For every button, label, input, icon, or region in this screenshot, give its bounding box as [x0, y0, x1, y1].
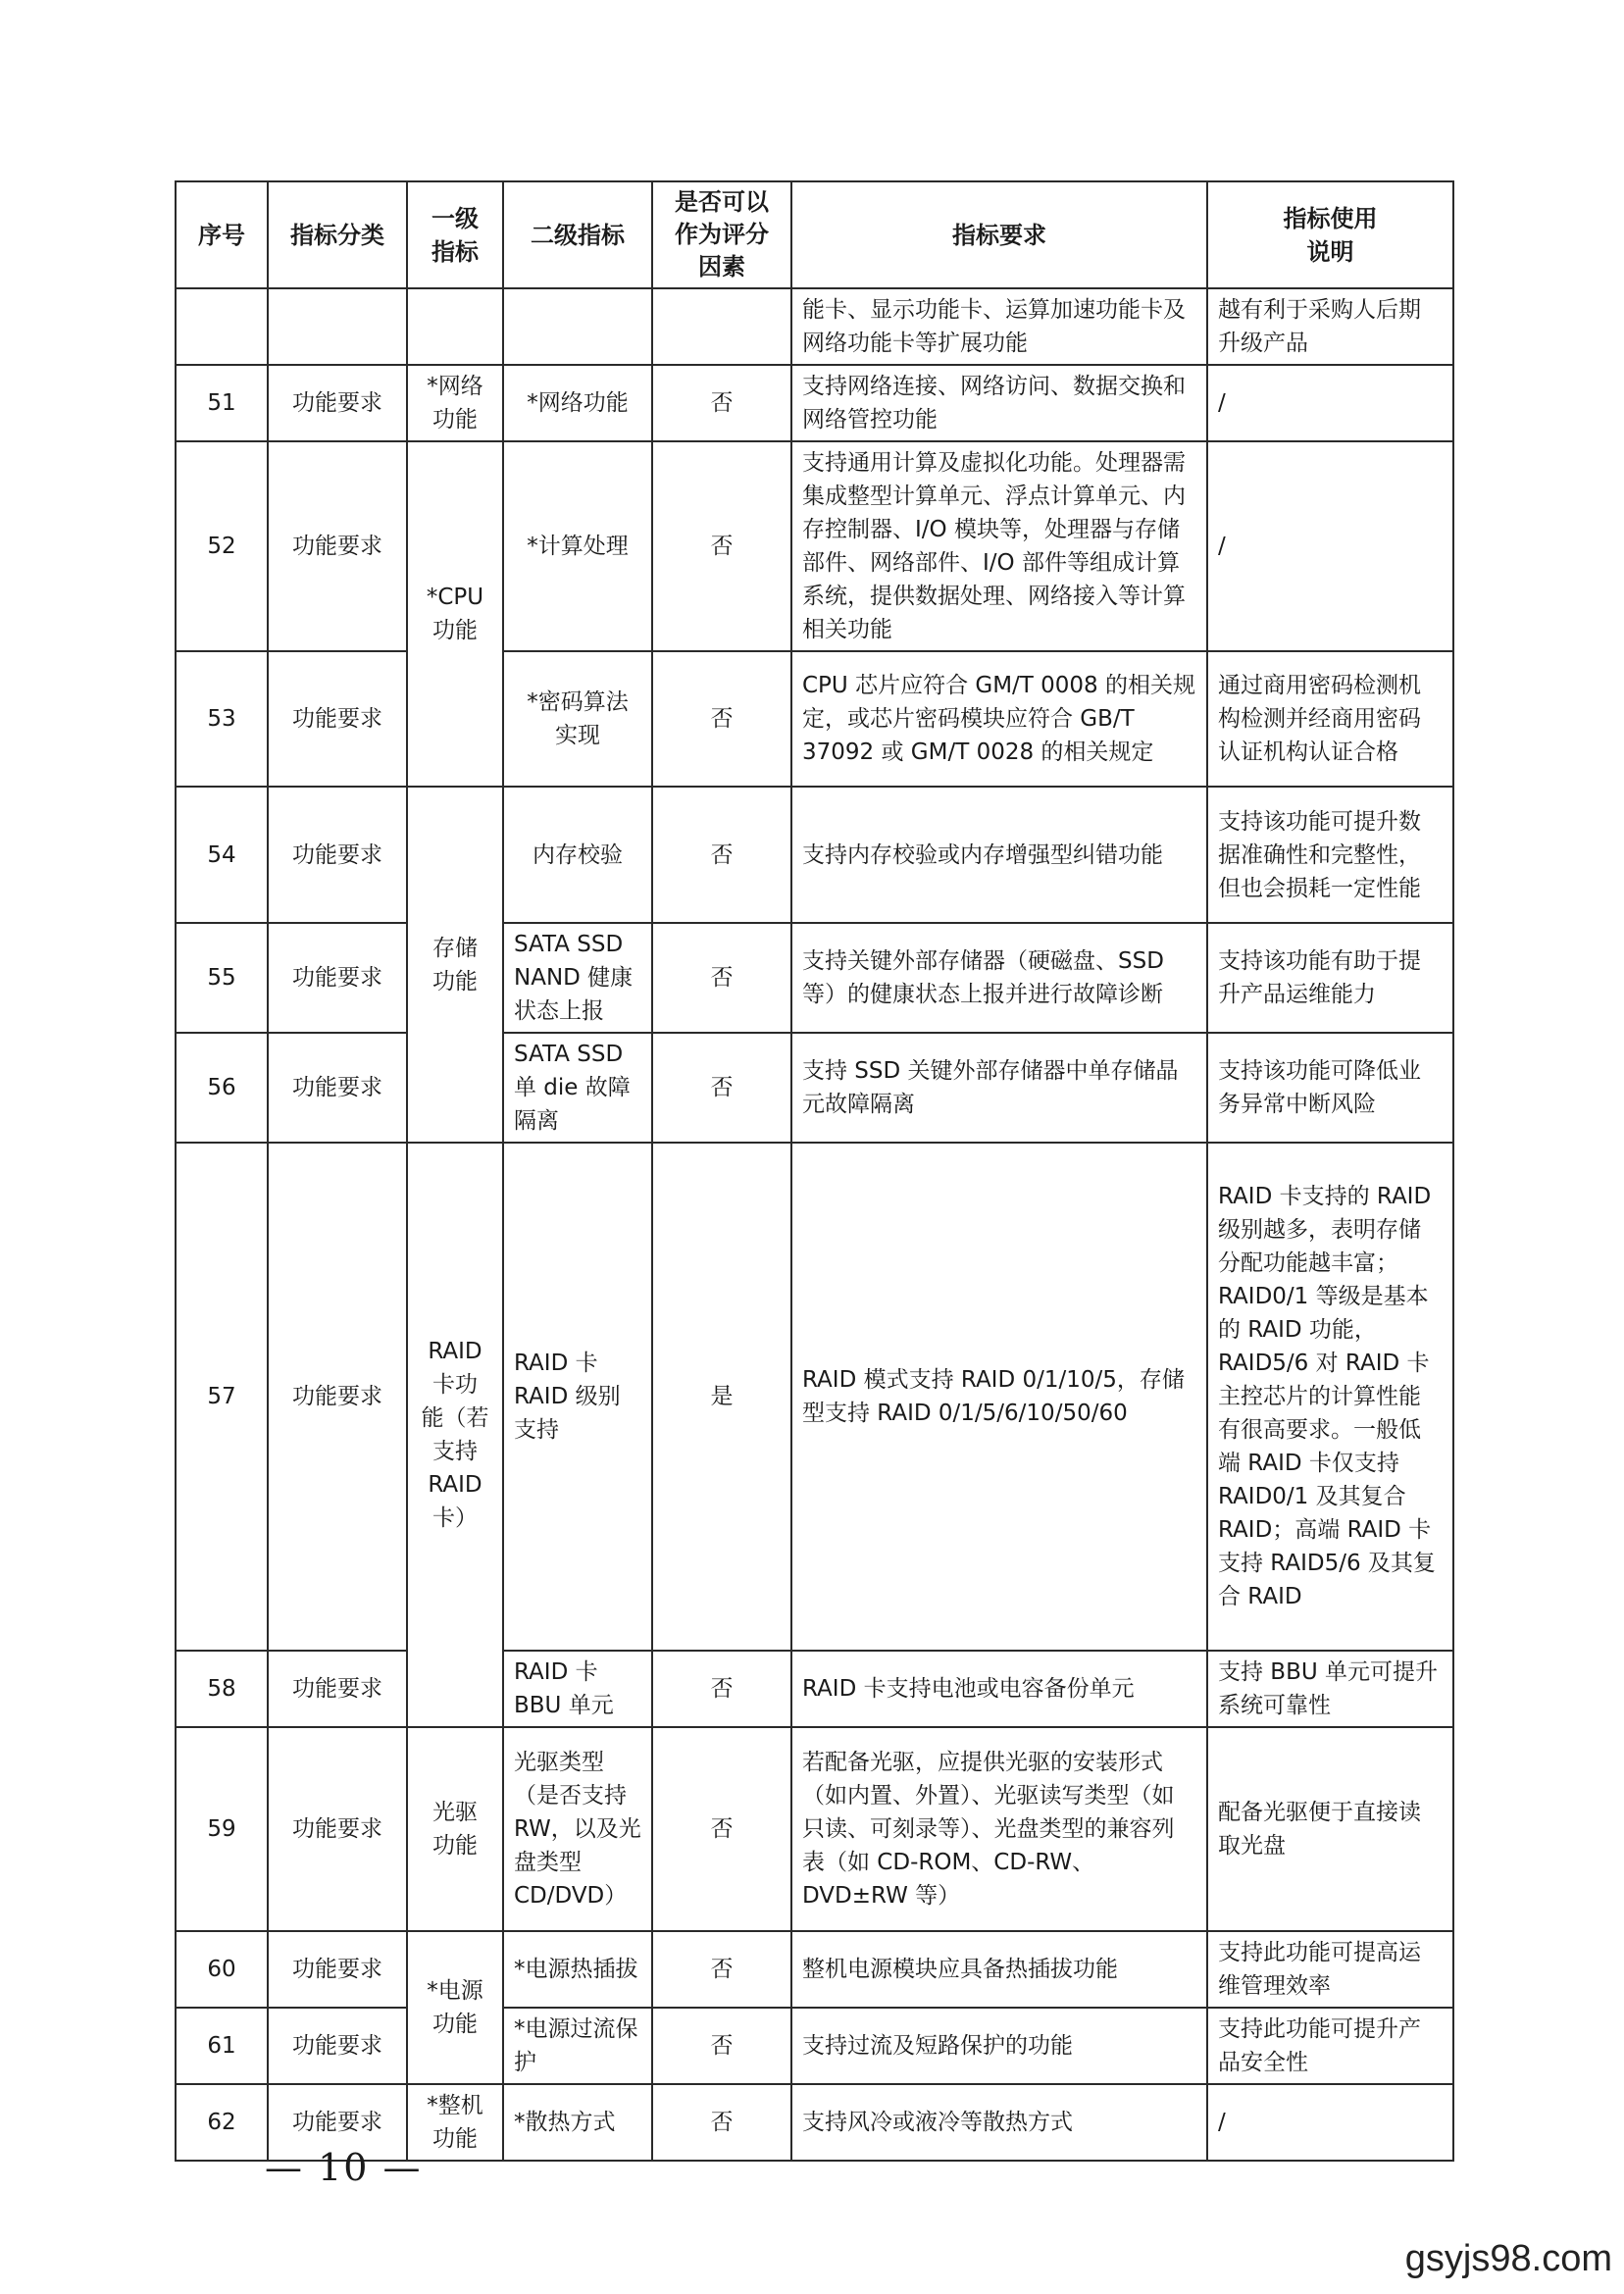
- cell-category: 功能要求: [268, 365, 407, 441]
- cell-seq: 52: [176, 441, 268, 651]
- cell-requirement: 整机电源模块应具备热插拔功能: [791, 1931, 1207, 2008]
- cell-category: 功能要求: [268, 2084, 407, 2161]
- table-row: [176, 787, 1453, 923]
- cell-category: 功能要求: [268, 441, 407, 651]
- table-row: [176, 1143, 1453, 1651]
- cell-usage: /: [1207, 2084, 1453, 2161]
- cell-requirement: 支持网络连接、网络访问、数据交换和网络管控功能: [791, 365, 1207, 441]
- cell-category: 功能要求: [268, 1143, 407, 1651]
- cell-level1: RAID 卡功 能（若 支持 RAID 卡）: [407, 1143, 503, 1727]
- cell-scorable: 否: [652, 923, 791, 1033]
- cell-seq: 51: [176, 365, 268, 441]
- header-level1: 一级 指标: [407, 181, 503, 288]
- cell-seq: 58: [176, 1651, 268, 1727]
- table-row: [176, 1033, 1453, 1143]
- page-number: — 10 —: [265, 2146, 423, 2189]
- cell-scorable: 否: [652, 2008, 791, 2084]
- cell-level2: *散热方式: [503, 2084, 652, 2161]
- cell-level2: *电源热插拔: [503, 1931, 652, 2008]
- header-scorable: 是否可以 作为评分 因素: [652, 181, 791, 288]
- table-header-row: [176, 181, 1453, 288]
- cell-seq: 55: [176, 923, 268, 1033]
- cell-level2: RAID 卡 RAID 级别 支持: [503, 1143, 652, 1651]
- table-row: [176, 1727, 1453, 1931]
- cell-scorable: 是: [652, 1143, 791, 1651]
- header-level2: 二级指标: [503, 181, 652, 288]
- cell-level2: SATA SSD NAND 健康状态上报: [503, 923, 652, 1033]
- cell-level2: *电源过流保护: [503, 2008, 652, 2084]
- table-row: [176, 1931, 1453, 2008]
- cell-scorable: 否: [652, 651, 791, 787]
- header-requirement: 指标要求: [791, 181, 1207, 288]
- cell-empty: [503, 288, 652, 365]
- cell-level2: SATA SSD 单 die 故障隔离: [503, 1033, 652, 1143]
- cell-empty: [652, 288, 791, 365]
- cell-category: 功能要求: [268, 1033, 407, 1143]
- cell-scorable: 否: [652, 1931, 791, 2008]
- cell-level2: *计算处理: [503, 441, 652, 651]
- cell-category: 功能要求: [268, 1931, 407, 2008]
- cell-level2: 内存校验: [503, 787, 652, 923]
- cell-level1: *电源 功能: [407, 1931, 503, 2084]
- cell-seq: 61: [176, 2008, 268, 2084]
- cell-usage: 支持此功能可提高运维管理效率: [1207, 1931, 1453, 2008]
- cell-scorable: 否: [652, 441, 791, 651]
- cell-category: 功能要求: [268, 1727, 407, 1931]
- cell-empty: [407, 288, 503, 365]
- cell-level2: RAID 卡 BBU 单元: [503, 1651, 652, 1727]
- cell-category: 功能要求: [268, 2008, 407, 2084]
- cell-empty: [176, 288, 268, 365]
- cell-empty: [268, 288, 407, 365]
- cell-usage: /: [1207, 365, 1453, 441]
- cell-level2: *密码算法 实现: [503, 651, 652, 787]
- cell-usage: 配备光驱便于直接读取光盘: [1207, 1727, 1453, 1931]
- cell-usage: /: [1207, 441, 1453, 651]
- indicator-table: [175, 180, 1454, 2162]
- cell-usage: RAID 卡支持的 RAID 级别越多，表明存储分配功能越丰富；RAID0/1 等级是基本的 RAID 功能，RAID5/6 对 RAID 卡主控芯片的计算性能有很高要求。一般低端 RAID 卡仅支持 RAID0/1 及其复合 RAID；高端 RAID 卡支持 RAID5/6 及其复合 RAID: [1207, 1143, 1453, 1651]
- cell-usage: 支持此功能可提升产品安全性: [1207, 2008, 1453, 2084]
- cell-category: 功能要求: [268, 651, 407, 787]
- cell-requirement: 支持通用计算及虚拟化功能。处理器需集成整型计算单元、浮点计算单元、内存控制器、I/O 模块等，处理器与存储部件、网络部件、I/O 部件等组成计算系统，提供数据处理、网络接入等计算相关功能: [791, 441, 1207, 651]
- cell-scorable: 否: [652, 787, 791, 923]
- cell-requirement: 支持关键外部存储器（硬磁盘、SSD 等）的健康状态上报并进行故障诊断: [791, 923, 1207, 1033]
- cell-seq: 57: [176, 1143, 268, 1651]
- cell-level1: 存储 功能: [407, 787, 503, 1143]
- table-row: [176, 923, 1453, 1033]
- cell-category: 功能要求: [268, 923, 407, 1033]
- table-row: [176, 2008, 1453, 2084]
- cell-requirement: 支持内存校验或内存增强型纠错功能: [791, 787, 1207, 923]
- cell-level1: *整机 功能: [407, 2084, 503, 2161]
- header-seq: 序号: [176, 181, 268, 288]
- cell-level2: *网络功能: [503, 365, 652, 441]
- cell-requirement: 能卡、显示功能卡、运算加速功能卡及网络功能卡等扩展功能: [791, 288, 1207, 365]
- cell-seq: 62: [176, 2084, 268, 2161]
- table-row: [176, 365, 1453, 441]
- table-row: [176, 1651, 1453, 1727]
- cell-usage: 支持该功能可降低业务异常中断风险: [1207, 1033, 1453, 1143]
- cell-scorable: 否: [652, 1651, 791, 1727]
- cell-requirement: RAID 模式支持 RAID 0/1/10/5，存储型支持 RAID 0/1/5/6/10/50/60: [791, 1143, 1207, 1651]
- cell-seq: 53: [176, 651, 268, 787]
- cell-scorable: 否: [652, 1727, 791, 1931]
- cell-seq: 54: [176, 787, 268, 923]
- cell-seq: 60: [176, 1931, 268, 2008]
- cell-level2: 光驱类型（是否支持 RW，以及光盘类型 CD/DVD）: [503, 1727, 652, 1931]
- header-category: 指标分类: [268, 181, 407, 288]
- cell-requirement: 若配备光驱，应提供光驱的安装形式（如内置、外置）、光驱读写类型（如只读、可刻录等）、光盘类型的兼容列表（如 CD-ROM、CD-RW、DVD±RW 等）: [791, 1727, 1207, 1931]
- cell-category: 功能要求: [268, 787, 407, 923]
- watermark-text: gsyjs98.com: [1404, 2238, 1612, 2279]
- cell-seq: 59: [176, 1727, 268, 1931]
- table-row: [176, 288, 1453, 365]
- cell-level1: *网络 功能: [407, 365, 503, 441]
- cell-requirement: 支持 SSD 关键外部存储器中单存储晶元故障隔离: [791, 1033, 1207, 1143]
- table-row: [176, 651, 1453, 787]
- cell-usage: 支持 BBU 单元可提升系统可靠性: [1207, 1651, 1453, 1727]
- table-row: [176, 441, 1453, 651]
- cell-scorable: 否: [652, 2084, 791, 2161]
- cell-scorable: 否: [652, 365, 791, 441]
- cell-usage: 支持该功能可提升数据准确性和完整性，但也会损耗一定性能: [1207, 787, 1453, 923]
- cell-usage: 越有利于采购人后期升级产品: [1207, 288, 1453, 365]
- cell-requirement: 支持过流及短路保护的功能: [791, 2008, 1207, 2084]
- cell-requirement: 支持风冷或液冷等散热方式: [791, 2084, 1207, 2161]
- cell-usage: 通过商用密码检测机构检测并经商用密码认证机构认证合格: [1207, 651, 1453, 787]
- cell-level1: 光驱 功能: [407, 1727, 503, 1931]
- header-usage: 指标使用 说明: [1207, 181, 1453, 288]
- cell-scorable: 否: [652, 1033, 791, 1143]
- cell-seq: 56: [176, 1033, 268, 1143]
- cell-requirement: RAID 卡支持电池或电容备份单元: [791, 1651, 1207, 1727]
- cell-level1: *CPU 功能: [407, 441, 503, 787]
- cell-requirement: CPU 芯片应符合 GM/T 0008 的相关规定，或芯片密码模块应符合 GB/T 37092 或 GM/T 0028 的相关规定: [791, 651, 1207, 787]
- cell-category: 功能要求: [268, 1651, 407, 1727]
- cell-usage: 支持该功能有助于提升产品运维能力: [1207, 923, 1453, 1033]
